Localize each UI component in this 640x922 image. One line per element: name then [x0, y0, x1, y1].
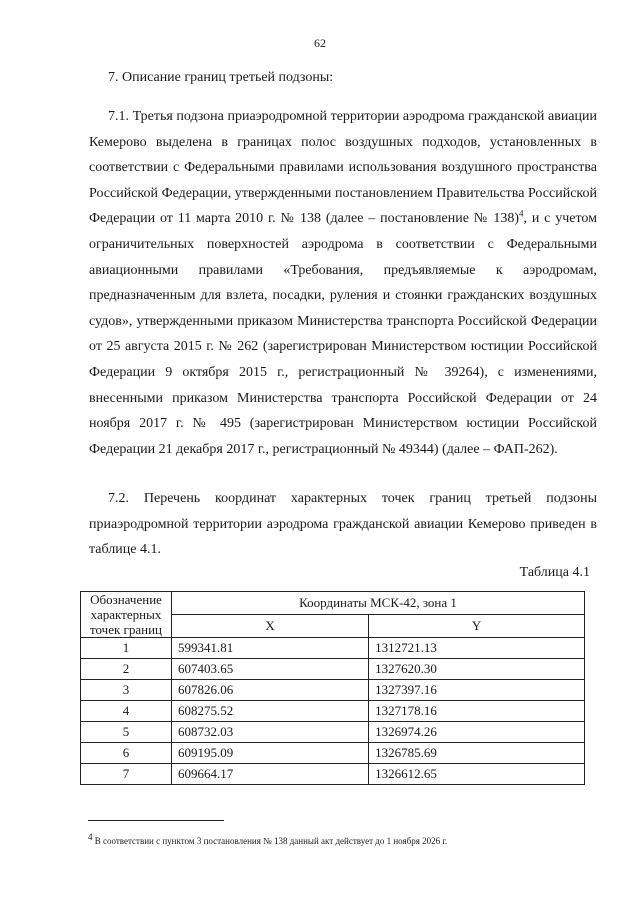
table-row [81, 764, 585, 785]
point-id: 3 [81, 680, 172, 701]
page-number: 62 [314, 36, 326, 50]
table-caption: Таблица 4.1 [519, 565, 590, 580]
y-coordinate: 1327620.30 [369, 659, 585, 680]
section-heading: 7. Описание границ третьей подзоны: [108, 70, 334, 85]
x-coordinate: 608732.03 [172, 722, 369, 743]
column-header-coordinates: Координаты МСК-42, зона 1 [172, 592, 585, 615]
paragraph-7-1 [89, 104, 597, 462]
column-header-y: Y [369, 615, 585, 638]
table-row [81, 680, 585, 701]
x-coordinate: 599341.81 [172, 638, 369, 659]
paragraph-7-1-text-start: 7.1. Третья подзона приаэродромной территории аэродрома гражданской авиации Кемерово выделена в границах полос воздушных подходов, установленных в соответствии с Федеральными правилами использования воздушного пространства Российской Федерации, утвержденными постановлением Правительства Российской Федерации от 11 марта 2010 г. № 138 (далее – постановление № 138) [89, 109, 597, 227]
point-id: 1 [81, 638, 172, 659]
y-coordinate: 1327178.16 [369, 701, 585, 722]
y-coordinate: 1326612.65 [369, 764, 585, 785]
point-id: 6 [81, 743, 172, 764]
footnote-marker: 4 [88, 832, 93, 842]
table-row [81, 722, 585, 743]
footnote-text: В соответствии с пунктом 3 постановления № 138 данный акт действует до 1 ноября 2026 г. [94, 836, 448, 846]
table-row [81, 659, 585, 680]
table-row [81, 743, 585, 764]
paragraph-7-2: 7.2. Перечень координат характерных точек границ третьей подзоны приаэродромной территории аэродрома гражданской авиации Кемерово приведен в таблице 4.1. [89, 491, 597, 558]
column-header-x: X [172, 615, 369, 638]
y-coordinate: 1312721.13 [369, 638, 585, 659]
point-id: 7 [81, 764, 172, 785]
paragraph-7-1-text-end: , и с учетом ограничительных поверхностей аэродрома в соответствии с Федеральными авиационными правилами «Требования, предъявляемые к аэродромам, предназначенным для взлета, посадки, руления и стоянки гражданских воздушных судов», утвержденными приказом Министерства транспорта Российской Федерации от 25 августа 2015 г. № 262 (зарегистрирован Министерством юстиции Российской Федерации 9 октября 2015 г., регистрационный № 39264), с изменениями, внесенными приказом Министерства транспорта Российской Федерации от 24 ноября 2017 г. № 495 (зарегистрирован Министерством юстиции Российской Федерации 21 декабря 2017 г., регистрационный № 49344) (далее – ФАП-262). [89, 211, 597, 457]
footnote [88, 832, 448, 846]
table-row [81, 638, 585, 659]
footnote-divider [88, 820, 224, 821]
x-coordinate: 608275.52 [172, 701, 369, 722]
x-coordinate: 607403.65 [172, 659, 369, 680]
x-coordinate: 609195.09 [172, 743, 369, 764]
table-row [81, 701, 585, 722]
point-id: 2 [81, 659, 172, 680]
point-id: 5 [81, 722, 172, 743]
footnote-reference: 4 [519, 208, 524, 219]
column-header-designation: Обозначение характерных точек границ [81, 592, 172, 638]
y-coordinate: 1326974.26 [369, 722, 585, 743]
coordinates-table [80, 591, 585, 785]
y-coordinate: 1327397.16 [369, 680, 585, 701]
y-coordinate: 1326785.69 [369, 743, 585, 764]
x-coordinate: 609664.17 [172, 764, 369, 785]
x-coordinate: 607826.06 [172, 680, 369, 701]
point-id: 4 [81, 701, 172, 722]
